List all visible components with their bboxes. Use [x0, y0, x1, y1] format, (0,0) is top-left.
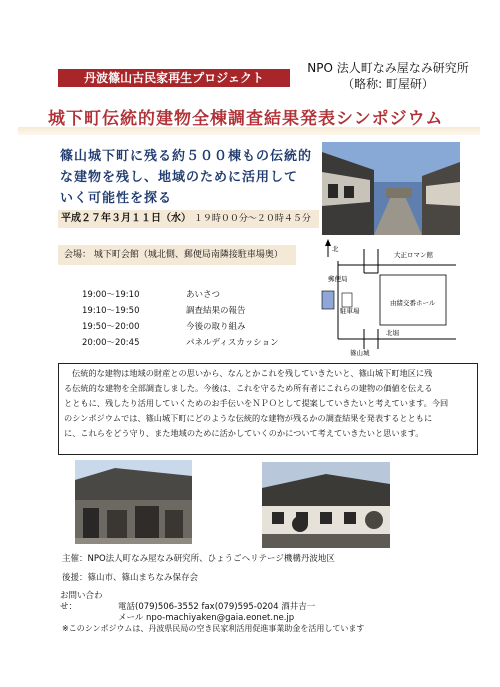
- description-line: とともに、残したり活用していくためのお手伝いをＮＰＯとして提案していきたいと考えています。今回: [64, 398, 449, 408]
- townhouse-photo-right: [262, 462, 390, 548]
- description-line: 伝統的な建物は地域の財産との思いから、なんとかこれを残していきたいと、篠山城下町地区に残: [72, 368, 433, 378]
- event-date-main: 平成２７年３月１１日（水）: [61, 213, 191, 224]
- event-venue: 会場： 城下町会館（城北側、郵便局南隣接駐車場奥）: [58, 245, 296, 265]
- map-castle-label: 篠山城: [350, 349, 370, 357]
- map-taisho-roman-label: 大正ロマン館: [394, 251, 433, 259]
- footnote: ※このシンポジウムは、丹波県民局の空き民家利活用促進事業助金を活用しています: [62, 624, 365, 633]
- schedule-row: 19:50～20:00 今後の取り組み: [82, 322, 246, 332]
- map-hall-label: 由緒交番ホール: [390, 299, 436, 307]
- headline-line: いく可能性を探る: [60, 191, 173, 206]
- contact-phone: 電話(079)506-3552 fax(079)595-0204 酒井吉一: [118, 602, 316, 612]
- footer-credits: [62, 552, 335, 585]
- street-photo-top: [322, 142, 460, 235]
- org-line-1: NPO 法人町なみ屋なみ研究所: [307, 61, 469, 75]
- description-line: に、これらをどう守り、また地域のために活かしていくのかについて考えていきたいと思います。: [64, 428, 424, 438]
- schedule-row: 20:00～20:45 パネルディスカッション: [82, 338, 279, 348]
- schedule-row: 19:00～19:10 あいさつ: [82, 290, 221, 300]
- description-text: [58, 363, 478, 455]
- event-time: １９時００分～２０時４５分: [193, 214, 311, 224]
- contact-info: [60, 591, 315, 624]
- headline: [60, 146, 320, 209]
- page-title: 城下町伝統的建物全棟調査結果発表シンポジウム: [48, 109, 444, 129]
- organizer-credit: 主催：NPO法人町なみ屋なみ研究所、ひょうごヘリテージ機構丹波地区: [62, 554, 335, 564]
- description-line: る伝統的な建物を全部調査しました。今後は、これを守るため所有者にこれらの建物の価値を伝える: [64, 383, 433, 393]
- map-post-office-label: 郵便局: [328, 275, 348, 283]
- map-parking-label: 駐車場: [340, 307, 360, 315]
- schedule-row: 19:10～19:50 調査結果の報告: [82, 306, 246, 316]
- supporter-credit: 後援：篠山市、篠山まちなみ保存会: [62, 573, 199, 583]
- org-line-2: （略称: 町屋研）: [342, 77, 434, 91]
- map-north-label: 北: [332, 245, 339, 253]
- headline-line: 篠山城下町に残る約５００棟もの伝統的: [60, 149, 313, 164]
- headline-line: な建物を残し、地域のために活用して: [60, 170, 299, 185]
- map-kitabori-label: 北堀: [386, 329, 399, 337]
- access-map: [308, 239, 458, 357]
- project-label: 丹波篠山古民家再生プロジェクト: [58, 69, 290, 87]
- townhouse-photo-left: [75, 460, 192, 544]
- schedule: [82, 287, 279, 351]
- contact-email: メール npo-machiyaken@gaia.eonet.ne.jp: [118, 613, 295, 623]
- description-line: のシンポジウムでは、篠山城下町にどのような伝統的な建物が残るかの調査結果を発表するとともに: [64, 413, 433, 423]
- organizer-name: [298, 60, 478, 92]
- contact-label: お問い合わせ：: [60, 591, 103, 612]
- event-date: [58, 210, 319, 228]
